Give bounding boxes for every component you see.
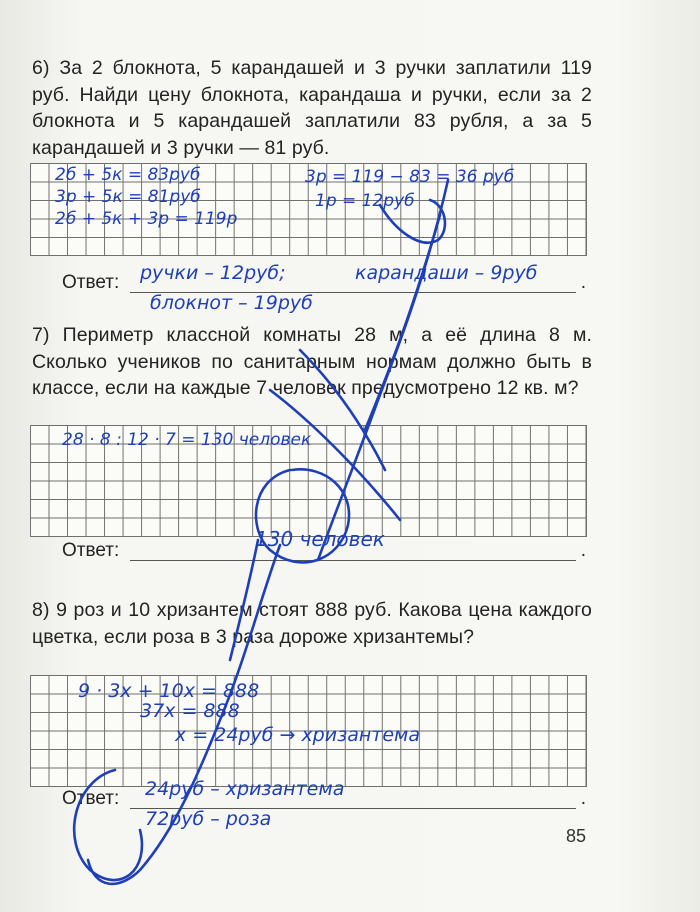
problem-7-answer-period: .	[580, 540, 586, 561]
page-number: 85	[566, 826, 587, 846]
problem-8-work-line-3: x = 24руб → хризантема	[175, 724, 420, 746]
scribble-diagonal-2	[365, 215, 440, 430]
problem-6-body: За 2 блокнота, 5 карандашей и 3 ручки заплатили 119 руб. Найди цену блокнота, карандаша и ручки, если за 2 блокнота и 5 карандашей заплатили 83 рубля, а за 5 карандашей и 3 ручки — 81 руб.	[32, 57, 592, 159]
scribble-hook	[380, 200, 445, 243]
problem-8-work-line-1: 9 · 3x + 10x = 888	[78, 680, 260, 702]
problem-8-work-line-2: 37x = 888	[140, 700, 240, 722]
scribble-cross-1	[270, 390, 400, 520]
problem-6-number: 6)	[32, 57, 50, 79]
problem-7-number: 7)	[32, 324, 50, 346]
problem-8-number: 8)	[32, 599, 50, 621]
problem-7-body: Периметр классной комнаты 28 м, а её длина 8 м. Сколько учеников по санитарным нормам должно быть в классе, если на каждые 7 человек предусмотрено 12 кв. м?	[32, 324, 592, 399]
problem-8-answer-1: 24руб – хризантема	[145, 778, 345, 800]
problem-6-answer-period: .	[580, 272, 586, 293]
problem-6-work-line-5: 1р = 12руб	[315, 191, 415, 211]
problem-6-work-line-2: 3р + 5к = 81руб	[55, 187, 201, 207]
problem-6-work-line-1: 2б + 5к = 83руб	[55, 165, 201, 185]
problem-6-answer-1: ручки – 12руб;	[140, 262, 286, 284]
problem-7-answer-1: 130 человек	[255, 527, 385, 551]
problem-6-work-line-3: 2б + 5к + 3р = 119р	[55, 209, 238, 229]
scribble-side-stroke	[230, 540, 258, 660]
scribble-diagonal-1	[318, 180, 448, 560]
problem-7-work-line-1: 28 · 8 : 12 · 7 = 130 человек	[62, 430, 312, 450]
problem-8-body: 9 роз и 10 хризантем стоят 888 руб. Какова цена каждого цветка, если роза в 3 раза дороже хризантемы?	[32, 599, 592, 648]
problem-7-answer-label: Ответ:	[62, 540, 120, 561]
problem-6-answer-2: карандаши – 9руб	[355, 262, 538, 284]
problem-6-work-line-4: 3р = 119 − 83 = 36 руб	[305, 167, 515, 187]
problem-8-answer-period: .	[580, 788, 586, 809]
scribble-circle-bottom	[74, 770, 142, 880]
problem-6-answer-label: Ответ:	[62, 272, 120, 293]
problem-8-answer-label: Ответ:	[62, 788, 120, 809]
scribble-long-curve	[88, 545, 280, 884]
problem-6-answer-3: блокнот – 19руб	[150, 292, 313, 314]
problem-8-answer-2: 72руб – роза	[145, 808, 272, 830]
